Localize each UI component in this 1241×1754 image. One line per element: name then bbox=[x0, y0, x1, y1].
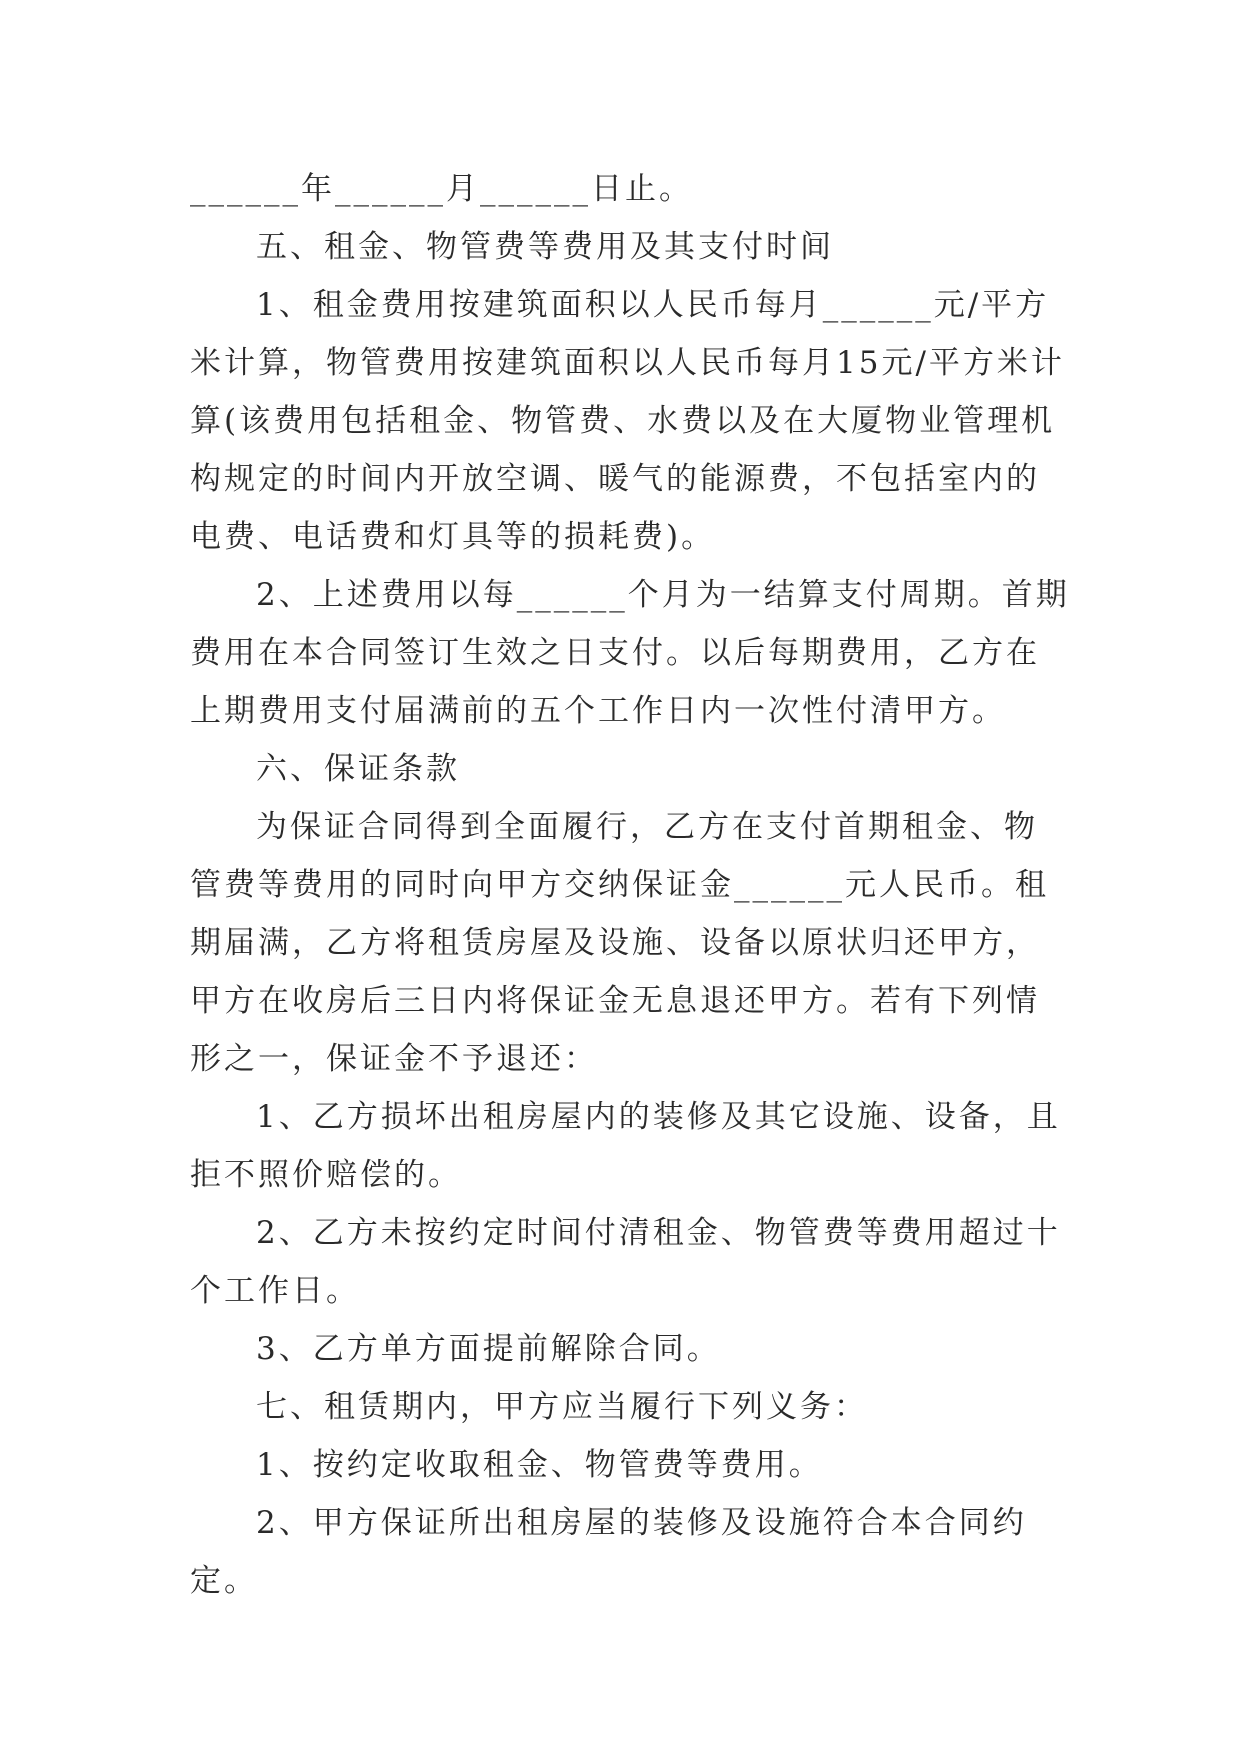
document-body bbox=[190, 160, 1070, 1610]
paragraph-payment-cycle: 2、上述费用以每______个月为一结算支付周期。首期费用在本合同签订生效之日支付。以后每期费用，乙方在上期费用支付届满前的五个工作日内一次性付清甲方。 bbox=[190, 577, 1070, 729]
list-item-obligation-1: 1、按约定收取租金、物管费等费用。 bbox=[256, 1447, 823, 1483]
paragraph-rent-calculation: 1、租金费用按建筑面积以人民币每月______元/平方米计算，物管费用按建筑面积以人民币每月15元/平方米计算(该费用包括租金、物管费、水费以及在大厦物业管理机构规定的时间内开放空调、暖气的能源费，不包括室内的电费、电话费和灯具等的损耗费)。 bbox=[190, 287, 1065, 555]
list-item-obligation-2: 2、甲方保证所出租房屋的装修及设施符合本合同约定。 bbox=[190, 1505, 1027, 1599]
heading-lessor-obligations: 七、租赁期内，甲方应当履行下列义务： bbox=[256, 1389, 868, 1425]
list-item-deposit-case-2: 2、乙方未按约定时间付清租金、物管费等费用超过十个工作日。 bbox=[190, 1215, 1061, 1309]
paragraph-end-date: ______年______月______日止。 bbox=[190, 171, 693, 207]
list-item-deposit-case-3: 3、乙方单方面提前解除合同。 bbox=[256, 1331, 721, 1367]
heading-rent-fees: 五、租金、物管费等费用及其支付时间 bbox=[256, 229, 834, 265]
paragraph-deposit: 为保证合同得到全面履行，乙方在支付首期租金、物管费等费用的同时向甲方交纳保证金______元人民币。租期届满，乙方将租赁房屋及设施、设备以原状归还甲方，甲方在收房后三日内将保证金无息退还甲方。若有下列情形之一，保证金不予退还： bbox=[190, 809, 1049, 1077]
list-item-deposit-case-1: 1、乙方损坏出租房屋内的装修及其它设施、设备，且拒不照价赔偿的。 bbox=[190, 1099, 1061, 1193]
heading-deposit-terms: 六、保证条款 bbox=[256, 751, 460, 787]
